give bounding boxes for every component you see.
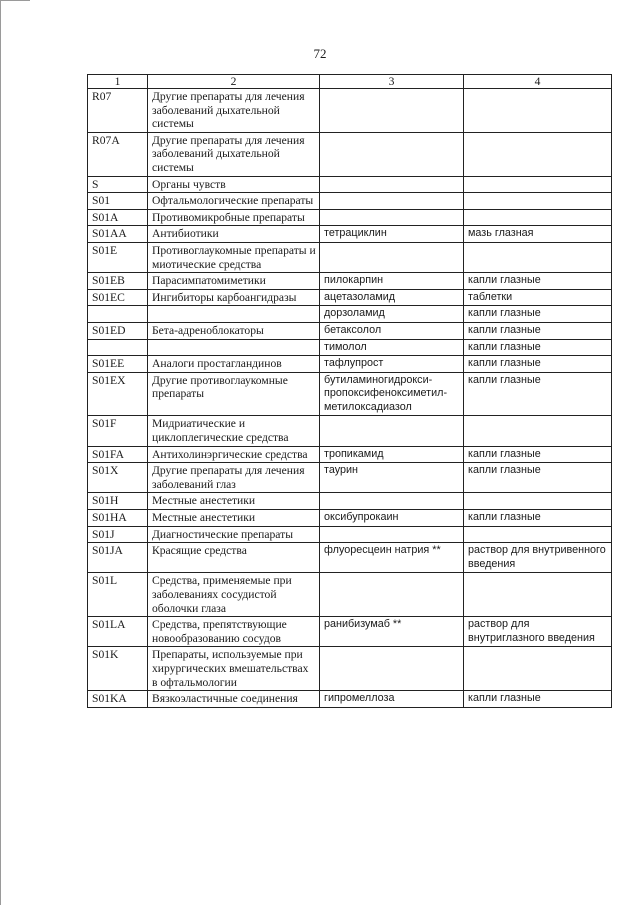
cell-dosage-form	[464, 573, 612, 617]
column-header-drug: 3	[320, 75, 464, 89]
cell-drug-name	[320, 416, 464, 446]
cell-dosage-form: капли глазные	[464, 446, 612, 463]
cell-dosage-form	[464, 416, 612, 446]
cell-group-name: Местные анестетики	[148, 493, 320, 510]
table-row	[88, 242, 612, 272]
table-body	[88, 89, 612, 708]
table-row	[88, 306, 612, 323]
table-row	[88, 176, 612, 193]
table-row	[88, 446, 612, 463]
cell-atc-code: S01FA	[88, 446, 148, 463]
table-row	[88, 617, 612, 647]
cell-drug-name	[320, 176, 464, 193]
cell-dosage-form: капли глазные	[464, 463, 612, 493]
cell-atc-code: S01LA	[88, 617, 148, 647]
cell-atc-code: S	[88, 176, 148, 193]
cell-drug-name	[320, 573, 464, 617]
table-row	[88, 372, 612, 416]
cell-drug-name	[320, 526, 464, 543]
table-header-row	[88, 75, 612, 89]
cell-drug-name: тетрациклин	[320, 226, 464, 243]
table-row	[88, 691, 612, 708]
table-row	[88, 416, 612, 446]
table-row	[88, 573, 612, 617]
cell-dosage-form: капли глазные	[464, 510, 612, 527]
cell-atc-code: S01EX	[88, 372, 148, 416]
cell-drug-name: бутиламиногидрокси-пропоксифеноксиметил-метилоксадиазол	[320, 372, 464, 416]
table-row	[88, 510, 612, 527]
table-row	[88, 543, 612, 573]
table-row	[88, 647, 612, 691]
cell-dosage-form: капли глазные	[464, 306, 612, 323]
cell-atc-code: S01	[88, 193, 148, 210]
cell-group-name: Красящие средства	[148, 543, 320, 573]
column-header-name: 2	[148, 75, 320, 89]
cell-group-name	[148, 339, 320, 356]
page-number: 72	[313, 46, 327, 61]
cell-atc-code: S01L	[88, 573, 148, 617]
cell-atc-code: S01A	[88, 209, 148, 226]
cell-atc-code: R07A	[88, 132, 148, 176]
cell-group-name: Антихолинэргические средства	[148, 446, 320, 463]
cell-atc-code: S01E	[88, 242, 148, 272]
cell-atc-code: S01H	[88, 493, 148, 510]
cell-dosage-form: таблетки	[464, 289, 612, 306]
cell-dosage-form: капли глазные	[464, 273, 612, 290]
cell-atc-code	[88, 306, 148, 323]
cell-group-name: Диагностические препараты	[148, 526, 320, 543]
cell-dosage-form	[464, 132, 612, 176]
cell-dosage-form	[464, 647, 612, 691]
cell-drug-name: таурин	[320, 463, 464, 493]
cell-atc-code: S01F	[88, 416, 148, 446]
cell-group-name: Средства, препятствующие новообразованию сосудов	[148, 617, 320, 647]
table-row	[88, 526, 612, 543]
cell-atc-code: S01EB	[88, 273, 148, 290]
cell-dosage-form: капли глазные	[464, 372, 612, 416]
column-header-form: 4	[464, 75, 612, 89]
cell-group-name: Органы чувств	[148, 176, 320, 193]
cell-dosage-form: капли глазные	[464, 322, 612, 339]
cell-group-name	[148, 306, 320, 323]
cell-drug-name: тимолол	[320, 339, 464, 356]
cell-dosage-form: капли глазные	[464, 339, 612, 356]
cell-drug-name: оксибупрокаин	[320, 510, 464, 527]
cell-group-name: Другие препараты для лечения заболеваний дыхательной системы	[148, 132, 320, 176]
cell-drug-name: ацетазоламид	[320, 289, 464, 306]
cell-drug-name: бетаксолол	[320, 322, 464, 339]
cell-drug-name: дорзоламид	[320, 306, 464, 323]
table-row	[88, 273, 612, 290]
cell-drug-name: флуоресцеин натрия **	[320, 543, 464, 573]
table-row	[88, 89, 612, 133]
cell-atc-code: S01K	[88, 647, 148, 691]
cell-dosage-form: капли глазные	[464, 356, 612, 373]
cell-atc-code: S01ED	[88, 322, 148, 339]
cell-group-name: Препараты, используемые при хирургических вмешательствах в офтальмологии	[148, 647, 320, 691]
cell-drug-name	[320, 193, 464, 210]
cell-group-name: Средства, применяемые при заболеваниях сосудистой оболочки глаза	[148, 573, 320, 617]
cell-atc-code: S01EC	[88, 289, 148, 306]
cell-dosage-form	[464, 193, 612, 210]
cell-drug-name: пилокарпин	[320, 273, 464, 290]
cell-atc-code: S01KA	[88, 691, 148, 708]
table-row	[88, 289, 612, 306]
cell-drug-name: тропикамид	[320, 446, 464, 463]
cell-group-name: Противоглаукомные препараты и миотические средства	[148, 242, 320, 272]
cell-group-name: Местные анестетики	[148, 510, 320, 527]
cell-atc-code: S01EE	[88, 356, 148, 373]
cell-group-name: Другие противоглаукомные препараты	[148, 372, 320, 416]
cell-atc-code: S01HA	[88, 510, 148, 527]
cell-drug-name	[320, 209, 464, 226]
scan-edge-line	[0, 0, 1, 905]
cell-dosage-form	[464, 242, 612, 272]
cell-group-name: Вязкоэластичные соединения	[148, 691, 320, 708]
cell-atc-code: S01J	[88, 526, 148, 543]
table-row	[88, 226, 612, 243]
cell-group-name: Аналоги простагландинов	[148, 356, 320, 373]
table-row	[88, 356, 612, 373]
cell-dosage-form: раствор для внутриглазного введения	[464, 617, 612, 647]
table-row	[88, 132, 612, 176]
cell-dosage-form: капли глазные	[464, 691, 612, 708]
table-row	[88, 493, 612, 510]
cell-group-name: Офтальмологические препараты	[148, 193, 320, 210]
cell-group-name: Ингибиторы карбоангидразы	[148, 289, 320, 306]
cell-group-name: Бета-адреноблокаторы	[148, 322, 320, 339]
cell-drug-name	[320, 493, 464, 510]
table-row	[88, 322, 612, 339]
cell-atc-code: S01AA	[88, 226, 148, 243]
cell-dosage-form: мазь глазная	[464, 226, 612, 243]
cell-group-name: Парасимпатомиметики	[148, 273, 320, 290]
cell-atc-code: S01X	[88, 463, 148, 493]
cell-dosage-form	[464, 176, 612, 193]
cell-drug-name	[320, 647, 464, 691]
cell-group-name: Мидриатические и циклоплегические средства	[148, 416, 320, 446]
cell-drug-name: гипромеллоза	[320, 691, 464, 708]
cell-atc-code: S01JA	[88, 543, 148, 573]
cell-dosage-form	[464, 209, 612, 226]
cell-drug-name	[320, 132, 464, 176]
cell-drug-name	[320, 89, 464, 133]
table-row	[88, 193, 612, 210]
drug-classification-table	[87, 74, 612, 708]
table-row	[88, 209, 612, 226]
cell-dosage-form	[464, 89, 612, 133]
cell-dosage-form: раствор для внутривенного введения	[464, 543, 612, 573]
cell-group-name: Противомикробные препараты	[148, 209, 320, 226]
column-header-code: 1	[88, 75, 148, 89]
table-row	[88, 339, 612, 356]
cell-group-name: Другие препараты для лечения заболеваний глаз	[148, 463, 320, 493]
cell-group-name: Антибиотики	[148, 226, 320, 243]
cell-atc-code: R07	[88, 89, 148, 133]
cell-atc-code	[88, 339, 148, 356]
cell-dosage-form	[464, 493, 612, 510]
cell-drug-name	[320, 242, 464, 272]
scan-edge-mark	[0, 0, 30, 1]
cell-drug-name: тафлупрост	[320, 356, 464, 373]
table-row	[88, 463, 612, 493]
cell-group-name: Другие препараты для лечения заболеваний дыхательной системы	[148, 89, 320, 133]
cell-drug-name: ранибизумаб **	[320, 617, 464, 647]
cell-dosage-form	[464, 526, 612, 543]
